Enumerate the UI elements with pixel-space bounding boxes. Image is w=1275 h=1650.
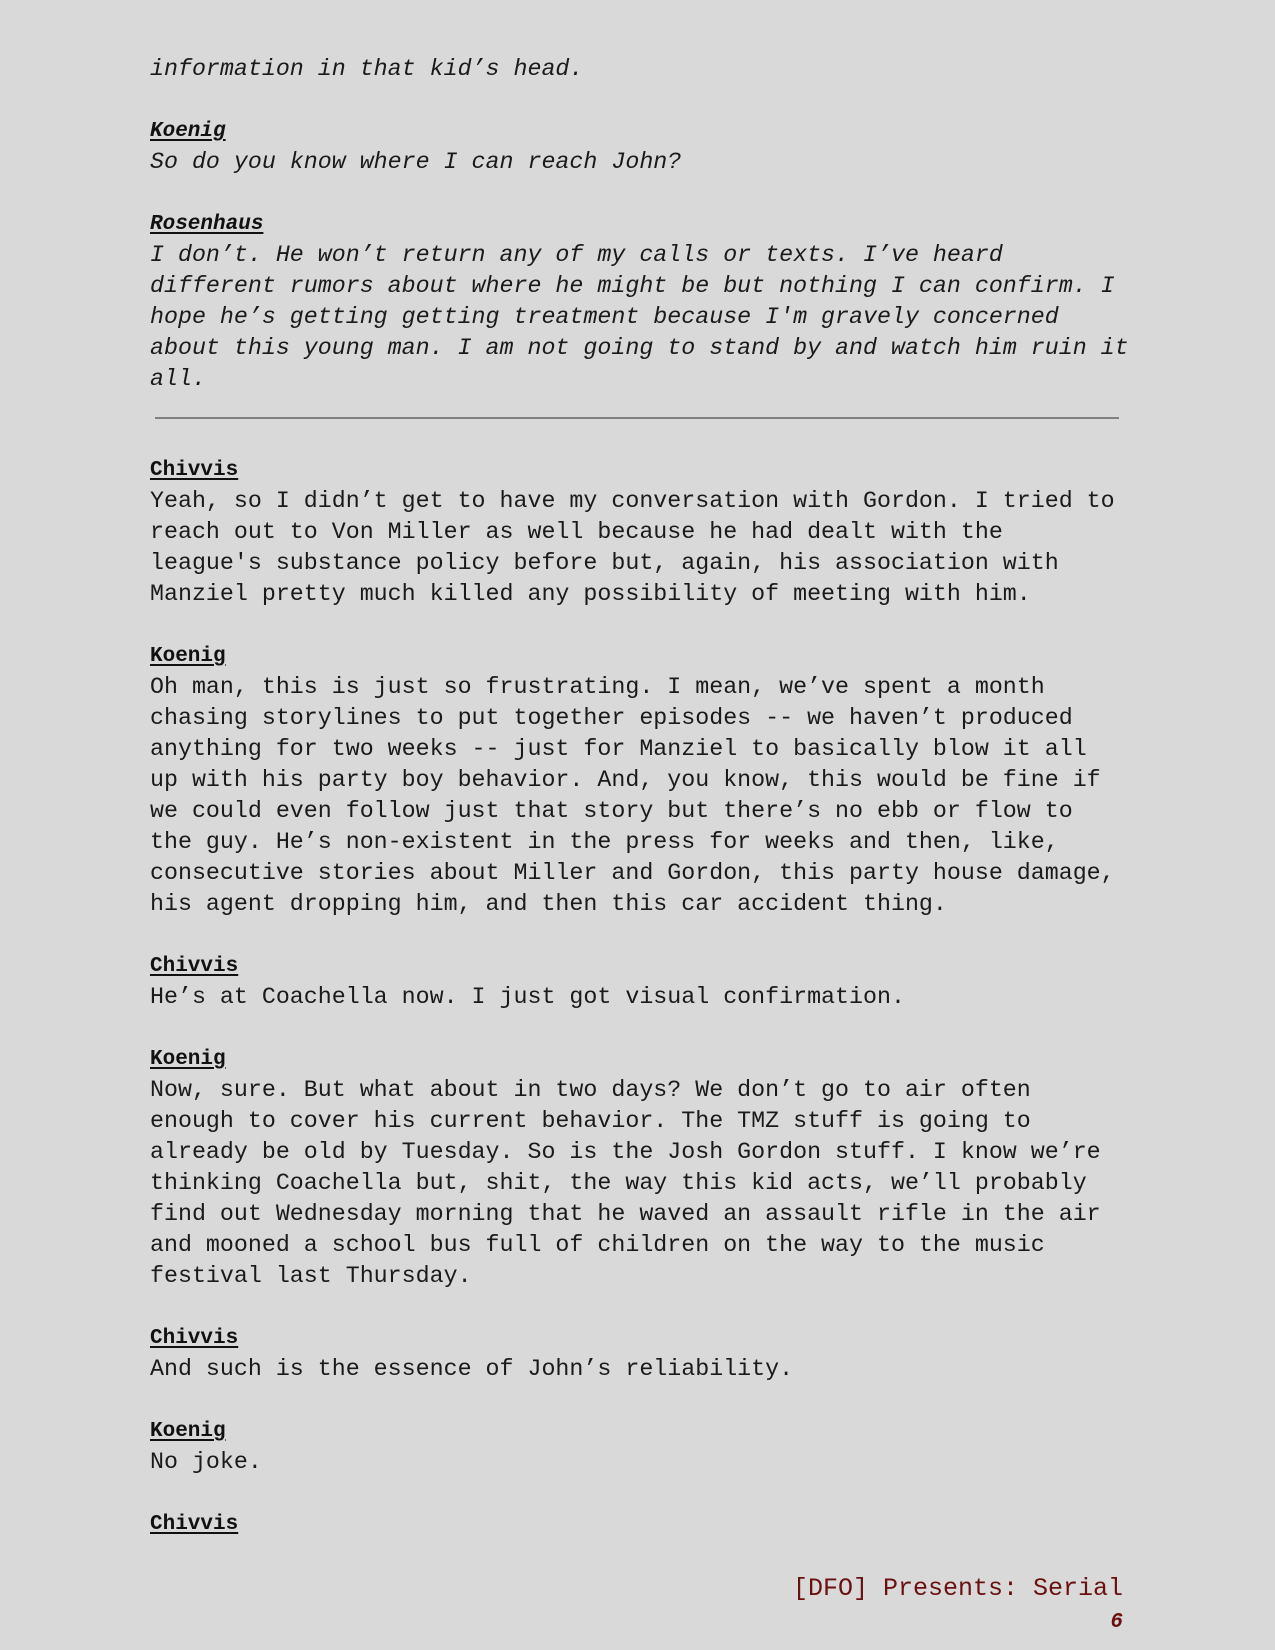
speaker-name: Chivvis (150, 1327, 239, 1350)
dialogue-line: we could even follow just that story but there’s no ebb or flow to (150, 798, 1073, 824)
footer-title: [DFO] Presents: Serial (792, 1574, 1123, 1603)
dialogue-block-chivvis (150, 1323, 1130, 1385)
section-divider (155, 417, 1119, 419)
speaker-name: Rosenhaus (150, 213, 264, 236)
dialogue-line: up with his party boy behavior. And, you know, this would be fine if (150, 767, 1101, 793)
dialogue-line: consecutive stories about Miller and Gordon, this party house damage, (150, 860, 1115, 886)
dialogue-line: And such is the essence of John’s reliability. (150, 1356, 794, 1382)
dialogue-line: his agent dropping him, and then this car accident thing. (150, 891, 947, 917)
page-number: 6 (1110, 1611, 1123, 1634)
dialogue-line: Now, sure. But what about in two days? We don’t go to air often (150, 1077, 1031, 1103)
dialogue-block-koenig (150, 1416, 1130, 1478)
dialogue-block-chivvis (150, 951, 1130, 1013)
dialogue-block-koenig (150, 116, 1130, 178)
speaker-name: Koenig (150, 1048, 226, 1071)
dialogue-line: about this young man. I am not going to stand by and watch him ruin it (150, 335, 1129, 361)
dialogue-block-koenig (150, 641, 1130, 920)
speaker-name: Chivvis (150, 955, 239, 978)
dialogue-block-koenig (150, 1044, 1130, 1292)
dialogue-line: Oh man, this is just so frustrating. I mean, we’ve spent a month (150, 674, 1045, 700)
dialogue-line: the guy. He’s non-existent in the press for weeks and then, like, (150, 829, 1059, 855)
dialogue-line: find out Wednesday morning that he waved an assault rifle in the air (150, 1201, 1101, 1227)
script-page (150, 54, 1130, 1540)
dialogue-line: hope he’s getting getting treatment because I'm gravely concerned (150, 304, 1059, 330)
dialogue-line: league's substance policy before but, again, his association with (150, 550, 1059, 576)
dialogue-line: I don’t. He won’t return any of my calls or texts. I’ve heard (150, 242, 1003, 268)
speaker-name: Koenig (150, 120, 226, 143)
dialogue-line: He’s at Coachella now. I just got visual confirmation. (150, 984, 905, 1010)
dialogue-line: enough to cover his current behavior. The TMZ stuff is going to (150, 1108, 1031, 1134)
speaker-name: Koenig (150, 1420, 226, 1443)
speaker-name: Koenig (150, 645, 226, 668)
dialogue-line: Yeah, so I didn’t get to have my conversation with Gordon. I tried to (150, 488, 1115, 514)
speaker-name: Chivvis (150, 459, 239, 482)
dialogue-line: So do you know where I can reach John? (150, 149, 682, 175)
dialogue-line: thinking Coachella but, shit, the way this kid acts, we’ll probably (150, 1170, 1087, 1196)
dialogue-line: information in that kid’s head. (150, 56, 584, 82)
dialogue-line: reach out to Von Miller as well because he had dealt with the (150, 519, 1003, 545)
dialogue-line: already be old by Tuesday. So is the Josh Gordon stuff. I know we’re (150, 1139, 1101, 1165)
dialogue-line: anything for two weeks -- just for Manziel to basically blow it all (150, 736, 1087, 762)
dialogue-block-rosenhaus (150, 209, 1130, 395)
dialogue-line: Manziel pretty much killed any possibility of meeting with him. (150, 581, 1031, 607)
dialogue-line: all. (150, 366, 206, 392)
dialogue-line: No joke. (150, 1449, 262, 1475)
dialogue-line: and mooned a school bus full of children on the way to the music (150, 1232, 1045, 1258)
speaker-name: Chivvis (150, 1513, 239, 1536)
dialogue-block-chivvis (150, 1509, 1130, 1540)
dialogue-line: chasing storylines to put together episodes -- we haven’t produced (150, 705, 1073, 731)
continuation-block (150, 54, 1130, 85)
dialogue-line: festival last Thursday. (150, 1263, 472, 1289)
dialogue-block-chivvis (150, 455, 1130, 610)
dialogue-line: different rumors about where he might be but nothing I can confirm. I (150, 273, 1115, 299)
